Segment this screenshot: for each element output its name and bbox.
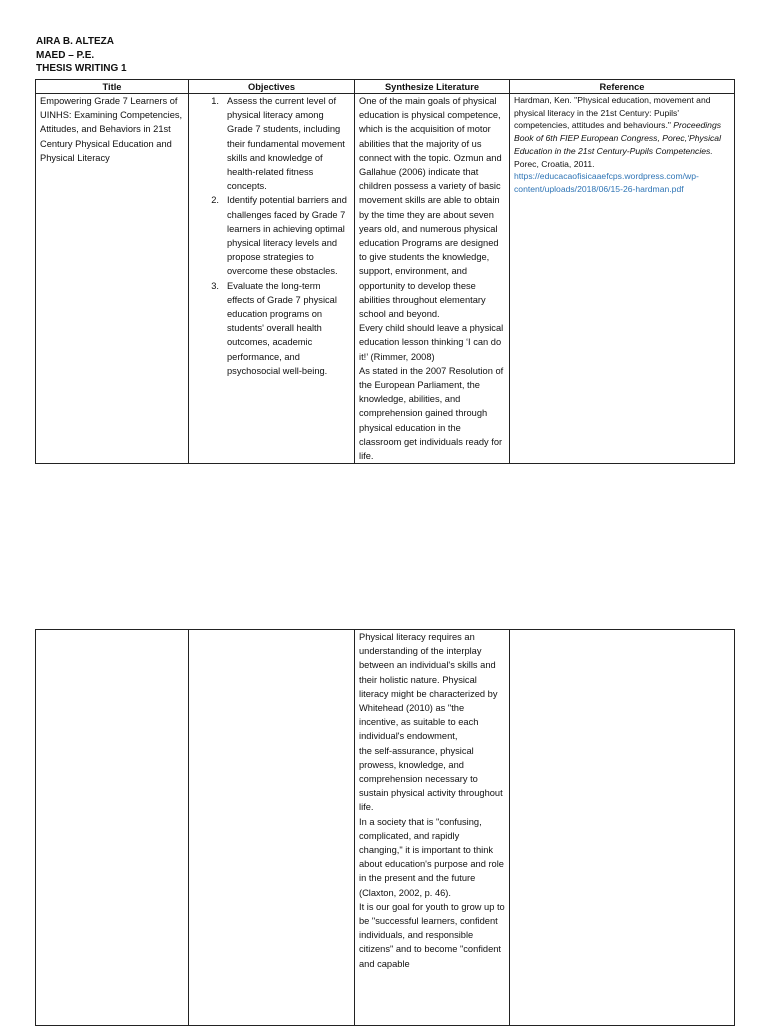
synthesis-cell [355, 94, 510, 464]
title-cell: Empowering Grade 7 Learners of UINHS: Examining Competencies, Attitudes, and Behaviors in 21st Century Physical Education and Physical Literacy [36, 94, 189, 464]
synthesis-paragraph: It is our goal for youth to grow up to be "successful learners, confident individuals, and responsible citizens" and to become "confident and capable [359, 901, 505, 969]
synthesis-paragraph: In a society that is "confusing, complicated, and rapidly changing," it is important to think about education's purpose and role in the present and the future (Claxton, 2002, p. 46). [359, 816, 504, 898]
author-name: AIRA B. ALTEZA [36, 36, 114, 47]
table-header-row [36, 80, 735, 94]
column-header-synthesize-literature: Synthesize Literature [355, 80, 510, 94]
objectives-cell-empty [189, 630, 355, 1026]
reference-italic-title: Proceedings Book of 6th FIEP European Congress, Porec,‘Physical Education in the 21st Century-Pupils Competencies. [514, 120, 722, 156]
table-row [36, 94, 735, 464]
thesis-table-page2 [35, 629, 735, 1026]
objectives-cell [189, 94, 355, 464]
reference-link[interactable]: https://educacaofisicaaefcps.wordpress.com/wp-content/uploads/2018/06/15-26-hardman.pdf [514, 171, 699, 194]
column-header-title: Title [36, 80, 189, 94]
synthesis-cell [355, 630, 510, 1026]
column-header-objectives: Objectives [189, 80, 355, 94]
reference-text: Hardman, Ken. "Physical education, movement and physical literacy in the 21st Century: Pupils' competencies, attitudes and behaviours." [514, 95, 711, 131]
synthesis-paragraph: As stated in the 2007 Resolution of the European Parliament, the knowledge, abilities, and comprehension gained through physical education in the classroom get individuals ready for life. [359, 365, 504, 462]
list-item: 1. Assess the current level of physical literacy among Grade 7 students, including their fundamental movement skills and knowledge of health-related fitness concepts. [211, 96, 345, 192]
synthesis-paragraph: One of the main goals of physical education is physical competence, which is the acquisition of motor abilities that the majority of us connect with the topic. Ozmun and Gallahue (2006) indicate that children possess a variety of basic movement skills are able to obtain by the time they are about seven years old, and numerous physical education Programs are designed to give students the knowledge, support, environment, and opportunity to develop these abilities throughout elementary school and beyond. [359, 96, 502, 320]
document-header [36, 35, 127, 76]
list-item: 2. Identify potential barriers and challenges faced by Grade 7 learners in achieving optimal physical literacy levels and propose strategies to overcome these obstacles. [211, 195, 347, 277]
thesis-table-page1 [35, 79, 735, 464]
reference-location: Porec, Croatia, 2011. [514, 158, 595, 169]
course-title: THESIS WRITING 1 [36, 63, 127, 74]
reference-cell-empty [510, 630, 735, 1026]
synthesis-paragraph: the self-assurance, physical prowess, knowledge, and comprehension necessary to sustain physical activity throughout life. [359, 745, 503, 813]
list-item: 3. Evaluate the long-term effects of Grade 7 physical education programs on students' overall health outcomes, academic performance, and psychosocial well-being. [211, 280, 337, 376]
objectives-list [201, 94, 350, 378]
column-header-reference: Reference [510, 80, 735, 94]
reference-cell [510, 94, 735, 464]
synthesis-paragraph: Every child should leave a physical education lesson thinking ‘I can do it!’ (Rimmer, 2008) [359, 323, 504, 362]
table-row [36, 630, 735, 1026]
degree-program: MAED – P.E. [36, 49, 95, 61]
title-cell-empty [36, 630, 189, 1026]
synthesis-paragraph: Physical literacy requires an understanding of the interplay between an individual's skills and their holistic nature. Physical literacy might be characterized by Whitehead (2010) as "the incentive, as suitable to each individual's endowment, [359, 632, 498, 742]
